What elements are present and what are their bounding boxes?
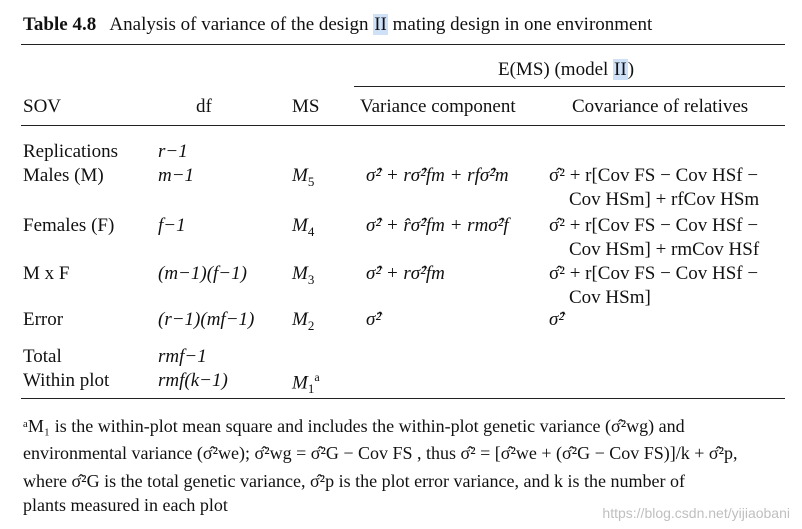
row-df-mxf: (m−1)(f−1) (158, 263, 247, 284)
row-df-error: (r−1)(mf−1) (158, 309, 255, 330)
row-vc-males: σ̂² + rσ̂²fm + rfσ̂²m (366, 165, 509, 186)
bottom-rule (21, 398, 785, 399)
ems-rule (354, 86, 785, 87)
title-highlight: II (374, 14, 387, 35)
row-vc-error: σ̂² (366, 309, 382, 330)
table-title (23, 15, 652, 34)
row-ms-females: $M_4$ (292, 215, 315, 239)
row-df-males: m−1 (158, 165, 195, 186)
row-cov-error: σ̂² (549, 309, 565, 330)
ems-header-close: ) (627, 59, 635, 80)
ems-header (498, 60, 634, 79)
col-ms: MS (292, 96, 320, 117)
row-vc-females: σ̂² + r̂σ̂²fm + rmσ̂²f (366, 215, 509, 236)
row-sov-females: Females (F) (23, 215, 115, 236)
row-sov-total: Total (23, 346, 62, 367)
row-sov-error: Error (23, 309, 64, 330)
row-sov-replications: Replications (23, 141, 118, 162)
row-ms-mxf: $M_3$ (292, 263, 315, 287)
footnote-line-3: where σ̂²G is the total genetic variance, σ̂²p is the plot error variance, and k is the number of (23, 471, 685, 491)
row-ms-males: $M_5$ (292, 165, 315, 189)
row-cov-males-2: Cov HSm] + rfCov HSm (569, 189, 760, 210)
row-df-within-plot: rmf(k−1) (158, 370, 228, 391)
row-cov-females-1: σ̂² + r[Cov FS − Cov HSf − (549, 215, 759, 236)
title-text-pre: Analysis of variance of the design (109, 14, 374, 35)
footnote-line-4: plants measured in each plot (23, 495, 228, 515)
title-text-post: mating design in one environment (387, 14, 653, 35)
row-ms-within-plot: $M_1^a$ (292, 370, 320, 397)
row-sov-males: Males (M) (23, 165, 104, 186)
ems-highlight: II (614, 59, 627, 80)
col-sov: SOV (23, 96, 62, 117)
ems-header-text: E(MS) (model (498, 59, 614, 80)
row-cov-mxf-1: σ̂² + r[Cov FS − Cov HSf − (549, 263, 759, 284)
row-cov-mxf-2: Cov HSm] (569, 287, 651, 308)
watermark: https://blog.csdn.net/yijiaobani (602, 505, 790, 521)
row-df-females: f−1 (158, 215, 186, 236)
row-cov-males-1: σ̂² + r[Cov FS − Cov HSf − (549, 165, 759, 186)
col-df: df (196, 96, 212, 117)
row-cov-females-2: Cov HSm] + rmCov HSf (569, 239, 760, 260)
row-sov-within-plot: Within plot (23, 370, 110, 391)
header-rule (21, 125, 785, 126)
row-df-replications: r−1 (158, 141, 188, 162)
row-sov-mxf: M x F (23, 263, 70, 284)
top-rule (21, 44, 785, 45)
col-variance-component: Variance component (360, 96, 516, 117)
col-covariance: Covariance of relatives (572, 96, 749, 117)
row-vc-mxf: σ̂² + rσ̂²fm (366, 263, 445, 284)
footnote-line-1: ᵃM₁ is the within-plot mean square and includes the within-plot genetic variance (σ̂²wg) and (23, 416, 685, 436)
table-number: Table 4.8 (23, 14, 97, 35)
row-df-total: rmf−1 (158, 346, 207, 367)
row-ms-error: $M_2$ (292, 309, 315, 333)
footnote-line-2: environmental variance (σ̂²we); σ̂²wg = σ̂²G − Cov FS , thus σ̂² = [σ̂²we + (σ̂²G − Cov FS)]/k + σ̂²p, (23, 443, 738, 463)
